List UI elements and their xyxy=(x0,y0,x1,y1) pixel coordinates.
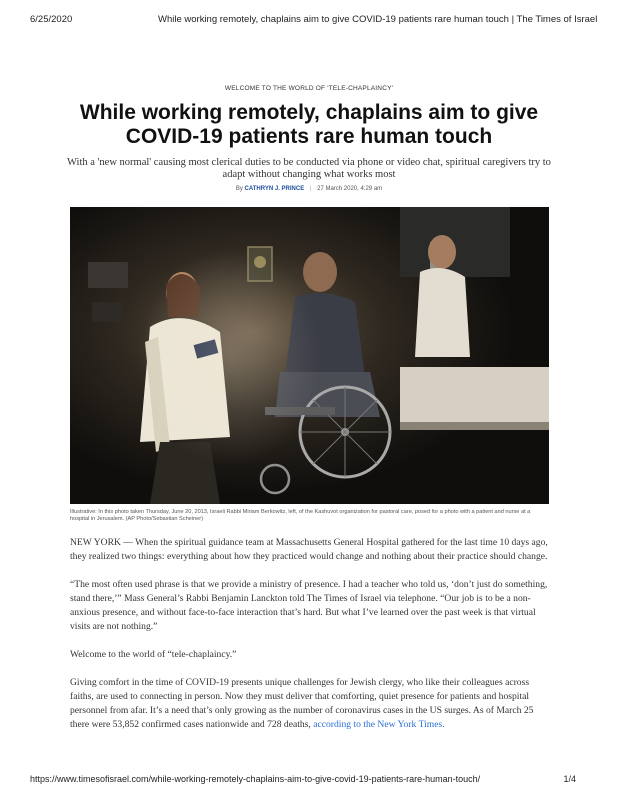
photo-caption: Illustrative: In this photo taken Thursday, June 20, 2013, Israeli Rabbi Miriam Berkowitz, left, of the Kashuvot organization for pastoral care, posed for a photo with a patient and nurse at a hospital in Jerusalem. (AP Photo/Sebastian Scheiner) xyxy=(70,509,531,522)
page-number: 1/4 xyxy=(563,774,576,784)
article-paragraph-last xyxy=(70,676,550,732)
headline-line-1: While working remotely, chaplains aim to give xyxy=(79,101,539,124)
byline xyxy=(0,186,618,192)
print-page-title: While working remotely, chaplains aim to give COVID-19 patients rare human touch | The Times of Israel xyxy=(158,14,598,25)
article-body xyxy=(70,536,550,746)
article-paragraph: NEW YORK — When the spiritual guidance team at Massachusetts General Hospital gathered for the last time 10 days ago, they realized two things: everything about how they practiced would change and nothing about their practice should change. xyxy=(70,537,548,562)
article-paragraph: Welcome to the world of “tele-chaplaincy.” xyxy=(70,649,237,660)
byline-prefix: By xyxy=(235,186,243,192)
paragraph-text: Giving comfort in the time of COVID-19 presents unique challenges for Jewish clergy, who like their colleagues across faiths, are used to connecting in person. Now they must deliver that comforting, quiet presence for patients and hospital personnel from afar. It’s a need that’s only growing as the number of coronavirus cases in the US surges. As of March 25 there were 53,852 confirmed cases nationwide and 728 deaths, xyxy=(70,677,534,730)
author-link[interactable]: CATHRYN J. PRINCE xyxy=(244,186,305,192)
article-photo xyxy=(70,207,549,504)
publish-date: 27 March 2020, 4:29 am xyxy=(317,186,383,192)
article-headline xyxy=(40,101,578,149)
nyt-source-link[interactable]: according to the New York Times. xyxy=(313,719,445,730)
print-header xyxy=(30,14,598,28)
article-kicker: WELCOME TO THE WORLD OF 'TELE-CHAPLAINCY' xyxy=(224,85,394,92)
print-url: https://www.timesofisrael.com/while-working-remotely-chaplains-aim-to-give-covid-19-patients-rare-human-touch/ xyxy=(30,774,481,784)
print-date: 6/25/2020 xyxy=(30,14,73,25)
byline-separator: | xyxy=(309,186,312,192)
article-paragraph: “The most often used phrase is that we provide a ministry of presence. I had a teacher who told us, ‘don’t just do something, stand there,’” Mass General’s Rabbi Benjamin Lanckton told The Times of Israel via telephone. “Our job is to be a non-anxious presence, and without face-to-face interaction that’s hard. But what I’ve learned over the past week is that virtual visits are not nothing.” xyxy=(70,579,548,632)
article-subhead: With a 'new normal' causing most clerical duties to be conducted via phone or video chat, spiritual caregivers try to adapt without changing what works most xyxy=(67,157,551,180)
hospital-photo-illustration xyxy=(70,207,549,504)
headline-line-2: COVID-19 patients rare human touch xyxy=(125,125,493,148)
